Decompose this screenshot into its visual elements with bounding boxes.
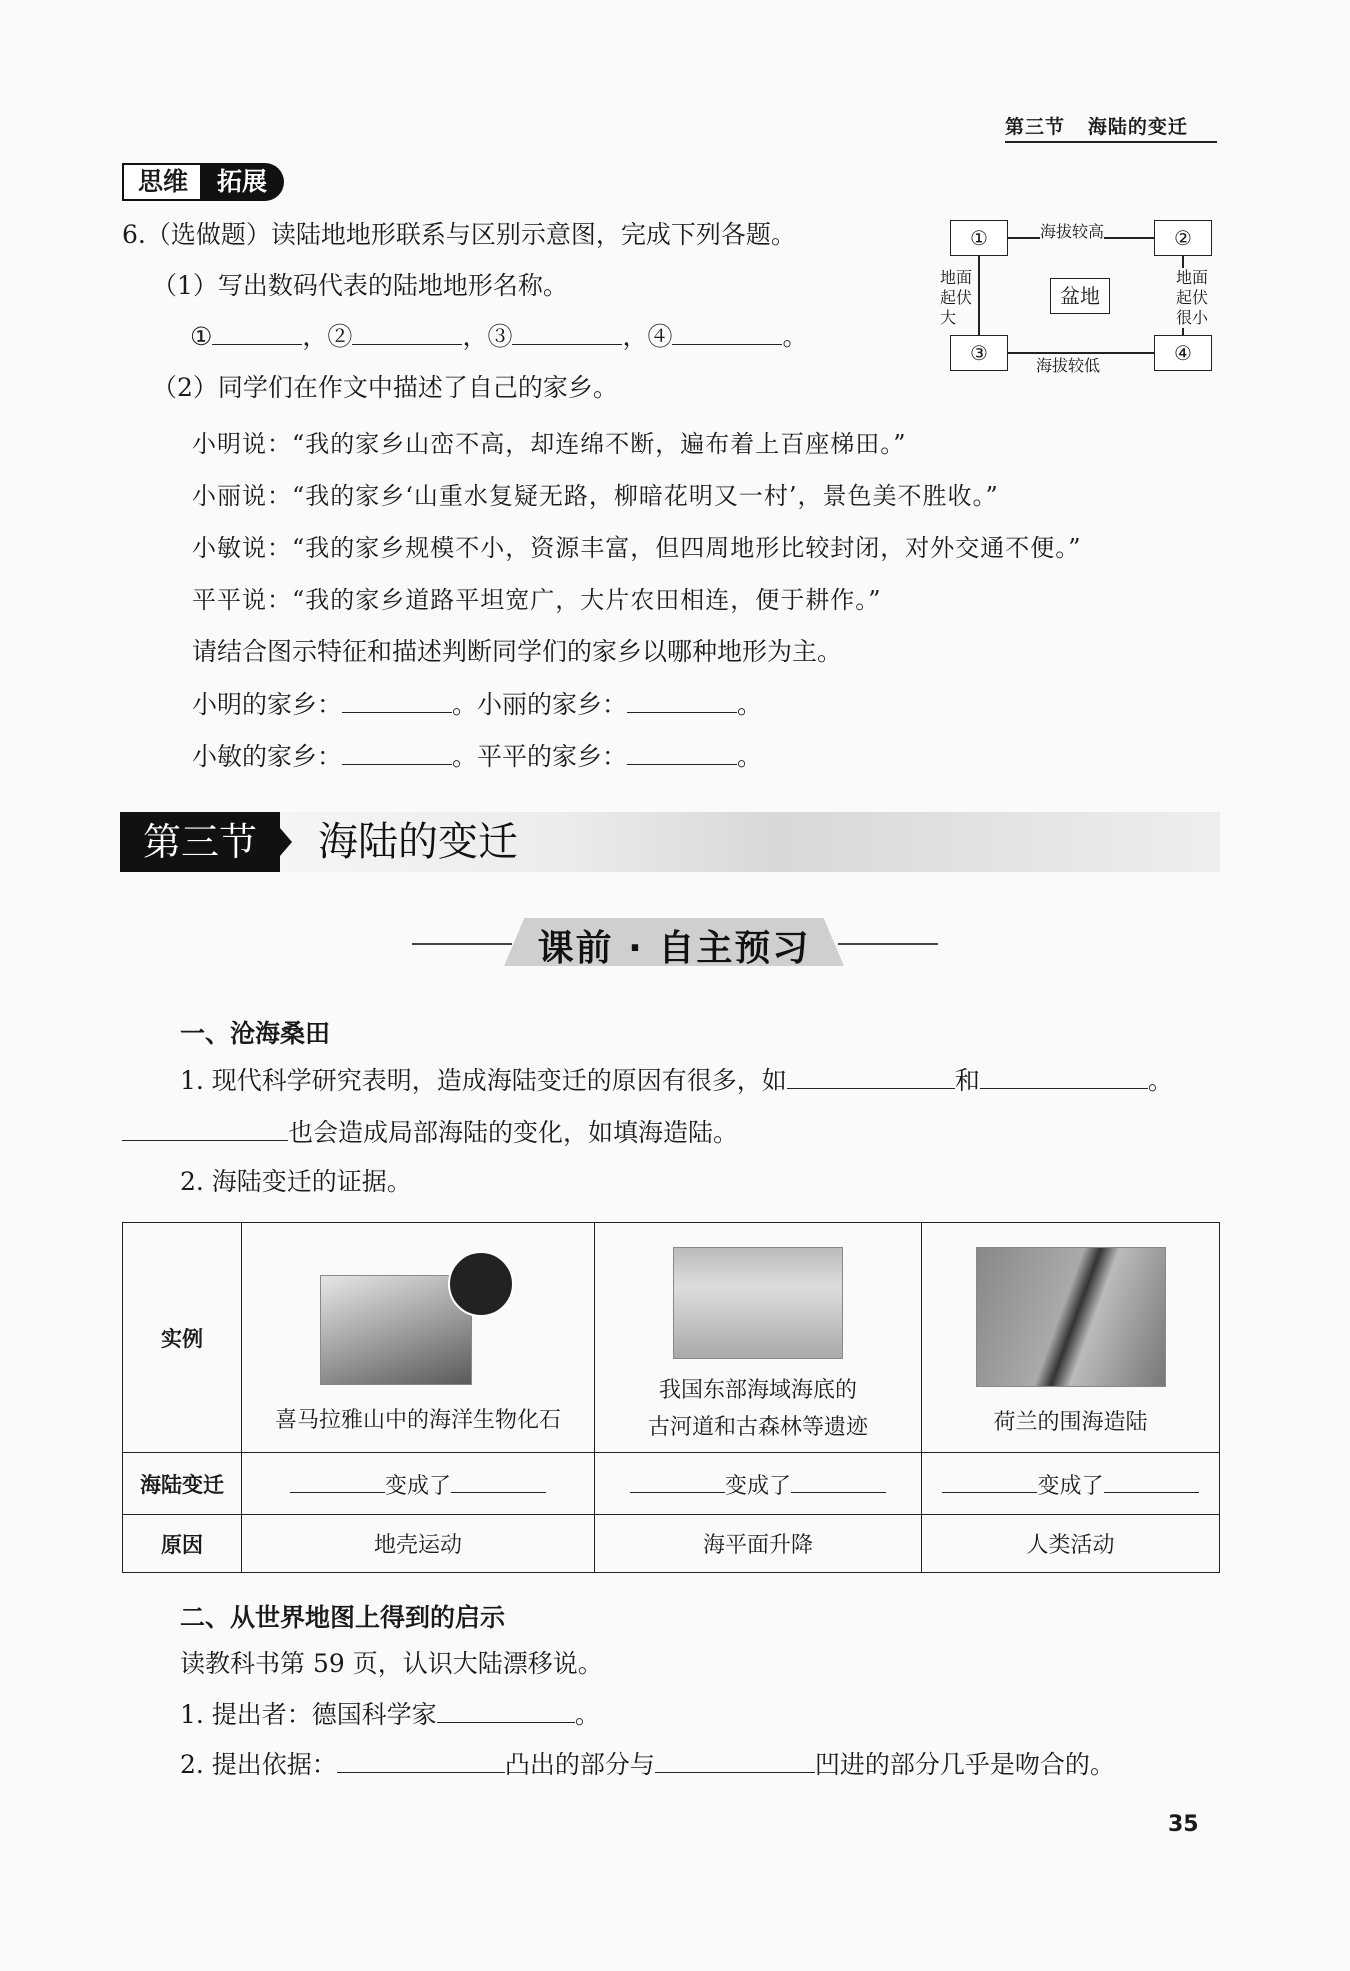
ribbon-line-right [838, 943, 938, 945]
q6-instruction: 请结合图示特征和描述判断同学们的家乡以哪种地形为主。 [192, 637, 843, 666]
running-header [1005, 112, 1217, 143]
answer-blank[interactable] [451, 1468, 546, 1493]
section-title: 海陆的变迁 [318, 819, 518, 865]
reason-cell: 人类活动 [922, 1515, 1220, 1573]
ribbon-line-left [412, 943, 512, 945]
row-header-reason: 原因 [123, 1515, 242, 1573]
answer-line-2 [192, 740, 762, 773]
thinking-extension-badge [122, 163, 288, 199]
header-section: 第三节 [1005, 116, 1066, 138]
answer-blank[interactable] [437, 1698, 575, 1723]
blank-label-1: ① [190, 322, 213, 351]
row-header-examples: 实例 [123, 1223, 242, 1453]
blank-label-4: ，④ [622, 322, 673, 351]
answer-blank[interactable] [655, 1748, 815, 1773]
box-4: ④ [1154, 335, 1212, 371]
q6-part1: （1）写出数码代表的陆地地形名称。 [152, 271, 568, 300]
seabed-picture [673, 1247, 843, 1359]
fossil-image [242, 1229, 594, 1399]
answer-blank[interactable] [791, 1468, 886, 1493]
answer-blank[interactable] [342, 740, 452, 765]
answer-blank[interactable] [122, 1116, 288, 1141]
item1-end: 。 [1147, 1066, 1173, 1095]
box-3: ③ [950, 335, 1008, 371]
example-cell-east-sea [595, 1223, 922, 1453]
reason-cell: 海平面升降 [595, 1515, 922, 1573]
section-banner [120, 812, 1220, 872]
example-cell-himalaya [242, 1223, 595, 1453]
part1-heading: 一、沧海桑田 [180, 1019, 331, 1048]
quote-xiaomin: 小敏说：“我的家乡规模不小，资源丰富，但四周地形比较封闭，对外交通不便。” [192, 534, 1082, 562]
caption-east-sea-2: 古河道和古森林等遗迹 [647, 1414, 868, 1440]
caption-east-sea-1: 我国东部海域海底的 [658, 1377, 857, 1403]
landform-diagram [940, 220, 1210, 380]
blank-label-2: ，② [302, 322, 353, 351]
answer-blank[interactable] [290, 1468, 385, 1493]
part2-item2 [180, 1748, 1115, 1781]
quote-xiaoming: 小明说：“我的家乡山峦不高，却连绵不断，遍布着上百座梯田。” [192, 430, 907, 458]
part2-heading: 二、从世界地图上得到的启示 [180, 1603, 506, 1632]
basis-mid: 凸出的部分与 [504, 1750, 655, 1779]
answer-blank[interactable] [942, 1468, 1037, 1493]
fossil-inset [448, 1251, 514, 1317]
section-label: 第三节 [120, 812, 280, 872]
answer-blank[interactable] [352, 320, 462, 345]
answer-blank[interactable] [1104, 1468, 1199, 1493]
label-top: 海拔较高 [1040, 222, 1105, 241]
period: 。 [737, 742, 763, 771]
proposer-label: 1. 提出者：德国科学家 [180, 1700, 437, 1729]
box-2: ② [1154, 220, 1212, 256]
label-pingping-home: 。平平的家乡： [452, 742, 628, 771]
change-cell [242, 1453, 595, 1515]
part1-item2: 2. 海陆变迁的证据。 [180, 1167, 412, 1196]
item1-continuation: 也会造成局部海陆的变化，如填海造陆。 [288, 1118, 739, 1147]
caption-himalaya: 喜马拉雅山中的海洋生物化石 [274, 1408, 561, 1433]
answer-blank[interactable] [787, 1064, 955, 1089]
part2-intro: 读教科书第 59 页，认识大陆漂移说。 [180, 1649, 603, 1678]
evidence-table [122, 1222, 1220, 1573]
answer-blank[interactable] [342, 688, 452, 713]
label-xiaoli-home: 。小丽的家乡： [452, 690, 628, 719]
quote-xiaoli: 小丽说：“我的家乡‘山重水复疑无路，柳暗花明又一村’，景色美不胜收。” [192, 482, 999, 510]
change-text: 变成了 [1037, 1473, 1104, 1499]
box-1: ① [950, 220, 1008, 256]
period: 。 [574, 1700, 600, 1729]
table-row [123, 1453, 1220, 1515]
diagram-line [978, 254, 980, 335]
item1-text: 1. 现代科学研究表明，造成海陆变迁的原因有很多，如 [180, 1066, 787, 1095]
ribbon-text: 课前 · 自主预习 [537, 928, 811, 969]
caption-netherlands: 荷兰的围海造陆 [993, 1410, 1148, 1435]
blank-label-3: ，③ [462, 322, 513, 351]
reason-cell: 地壳运动 [242, 1515, 595, 1573]
label-xiaoming-home: 小明的家乡： [192, 690, 343, 719]
example-cell-netherlands [922, 1223, 1220, 1453]
answer-blank[interactable] [212, 320, 302, 345]
answer-blank[interactable] [630, 1468, 725, 1493]
reclamation-picture [976, 1247, 1166, 1387]
header-title: 海陆的变迁 [1087, 116, 1188, 138]
box-basin: 盆地 [1050, 278, 1110, 314]
change-text: 变成了 [724, 1473, 791, 1499]
badge-right: 拓展 [200, 163, 284, 201]
period: 。 [737, 690, 763, 719]
basis-end: 凹进的部分几乎是吻合的。 [814, 1750, 1115, 1779]
answer-blank[interactable] [512, 320, 622, 345]
answer-blank[interactable] [337, 1748, 505, 1773]
blank-end: 。 [782, 322, 808, 351]
label-right: 地面起伏很小 [1176, 268, 1216, 328]
part2-item1 [180, 1698, 600, 1731]
label-bottom: 海拔较低 [1036, 356, 1101, 375]
label-xiaomin-home: 小敏的家乡： [192, 742, 343, 771]
part1-item1-cont [122, 1116, 738, 1149]
answer-line-1 [192, 688, 762, 721]
change-text: 变成了 [384, 1473, 451, 1499]
badge-left: 思维 [122, 163, 204, 201]
answer-blank[interactable] [672, 320, 782, 345]
answer-blank[interactable] [980, 1064, 1148, 1089]
page-number: 35 [1168, 1812, 1199, 1837]
part1-item1 [180, 1064, 1173, 1097]
q6-blanks-line [190, 320, 807, 353]
q6-part2: （2）同学们在作文中描述了自己的家乡。 [152, 373, 618, 402]
basis-label: 2. 提出依据： [180, 1750, 337, 1779]
section-arrow [280, 828, 292, 856]
table-row [123, 1515, 1220, 1573]
row-header-change: 海陆变迁 [123, 1453, 242, 1515]
diagram-line [1006, 352, 1154, 354]
quote-pingping: 平平说：“我的家乡道路平坦宽广，大片农田相连，便于耕作。” [192, 586, 882, 614]
answer-blank[interactable] [627, 688, 737, 713]
table-row [123, 1223, 1220, 1453]
change-cell [922, 1453, 1220, 1515]
change-cell [595, 1453, 922, 1515]
q6-stem: 6.（选做题）读陆地地形联系与区别示意图，完成下列各题。 [122, 220, 796, 249]
answer-blank[interactable] [627, 740, 737, 765]
preview-ribbon [412, 918, 938, 970]
label-left: 地面起伏大 [940, 268, 976, 328]
item1-and: 和 [954, 1066, 980, 1095]
